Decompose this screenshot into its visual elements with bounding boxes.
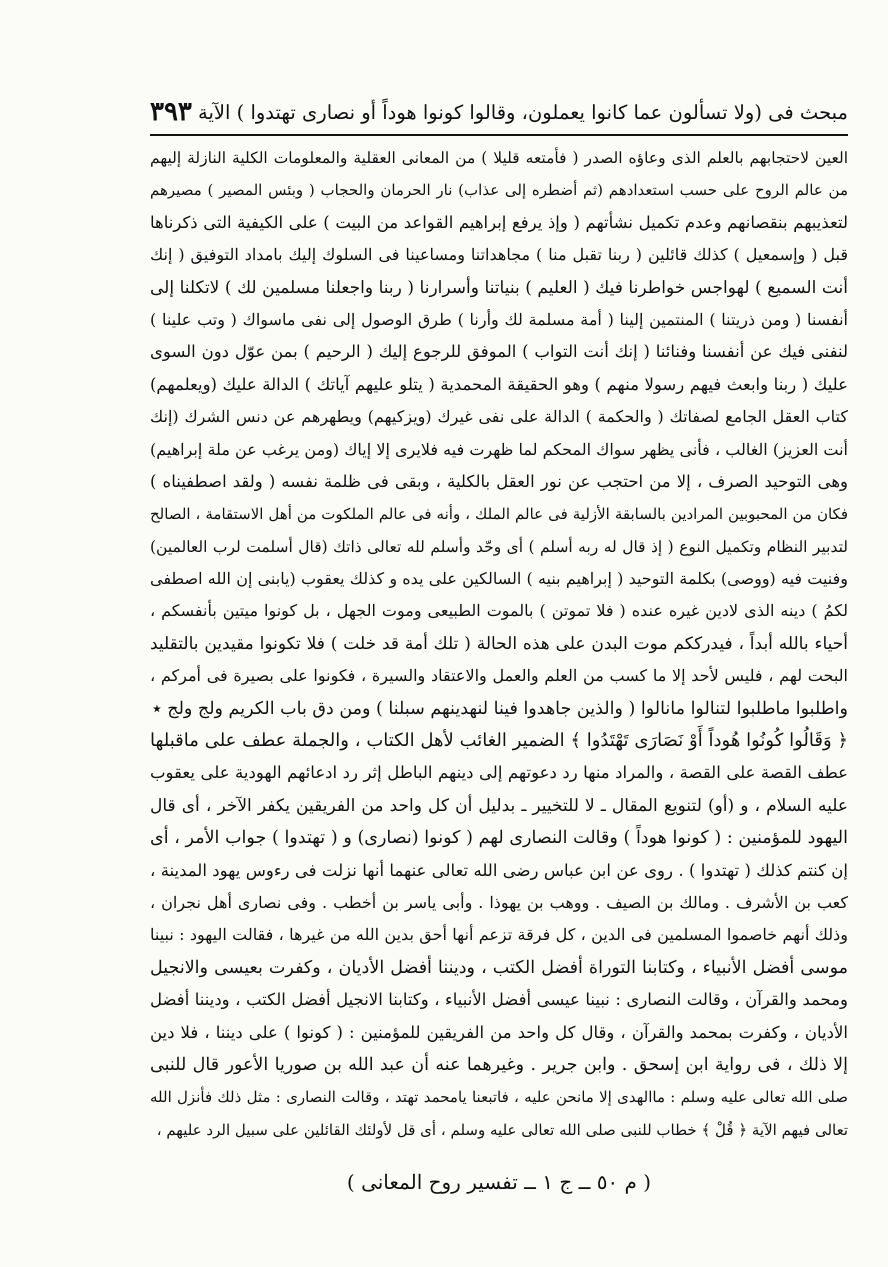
text-line: لنفنى فيك عن أنفسنا وفنائنا ( إنك أنت التواب ) الموفق للرجوع إليك ( الرحيم ) بمن عوّل دون السوى bbox=[150, 342, 848, 362]
text-line: وهى التوحيد الصرف ، إلا من احتجب عن نور العقل بالكلية ، وبقى فى ظلمة نفسه ( ولقد اصطفيناه ) bbox=[150, 471, 848, 491]
text-line: العين لاحتجابهم بالعلم الذى وعاؤه الصدر ( فأمتعه قليلا ) من المعانى العقلية والمعلومات الكلية النازلة إليهم bbox=[150, 149, 848, 167]
text-line: وفنيت فيه (ووصى) بكلمة التوحيد ( إبراهيم بنيه ) السالكين على يده و كذلك يعقوب (يابنى إن الله اصطفى bbox=[150, 569, 848, 589]
header-rule bbox=[150, 134, 848, 136]
text-line: ﴿ وَقَالُوا كُونُوا هُوداً أَوْ نَصَارَى تَهْتَدُوا ﴾ الضمير الغائب لأهل الكتاب ، والجملة عطف على ماقبلها bbox=[150, 730, 848, 752]
text-line: موسى أفضل الأنبياء ، وكتابنا التوراة أفضل الكتب ، وديننا أفضل الأديان ، وكفرت بعيسى والانجيل bbox=[150, 957, 848, 978]
text-line: ومحمد والقرآن ، وقالت النصارى : نبينا عيسى أفضل الأنبياء ، وكتابنا الانجيل أفضل الكتب ، وديننا أفضل bbox=[150, 990, 848, 1010]
text-line: تعالى فيهم الآية ﴿ قُلْ ﴾ خطاب للنبى صلى الله تعالى عليه وسلم ، أى قل لأولئك القائلين على سبيل الرد عليهم ، bbox=[156, 1120, 848, 1139]
text-line: عليه السلام ، و (أو) لتنويع المقال ـ لا للتخيير ـ بدليل أن كل واحد من الفريقين يكفر الآخر ، أى قال bbox=[150, 795, 848, 816]
text-line: واطلبوا ماطلبوا لتنالوا مانالوا ( والذين جاهدوا فينا لنهدينهم سبلنا ) ومن دق باب الكريم ولج ولج ٭ bbox=[152, 698, 848, 719]
text-line: فكان من المحبوبين المرادين بالسابقة الأزلية فى عالم الملك ، وأنه فى عالم الملكوت من أهل الاستقامة ، الصالح bbox=[150, 505, 848, 524]
text-line: عطف القصة على القصة ، والمراد منها رد دعوتهم إلى دينهم الباطل إثر رد ادعائهم الهودية على يعقوب bbox=[150, 763, 848, 783]
text-line: أنت السميع ) لهواجس خواطرنا فيك ( العليم ) بنياتنا وأسرارنا ( ربنا واجعلنا مسلمين لك ) لاتكلنا إلى bbox=[150, 277, 848, 298]
running-title: مبحث فى (ولا تسألون عما كانوا يعملون، وقالوا كونوا هوداً أو نصارى تهتدوا ) الآية bbox=[198, 100, 848, 124]
text-line: قبل ( وإسمعيل ) كذلك قائلين ( ربنا تقبل منا ) مجاهداتنا ومساعينا فى السلوك إليك بامداد التوفيق ( إنك bbox=[150, 245, 848, 265]
text-line: وذلك أنهم خاصموا المسلمين فى الدين ، كل فرقة تزعم أنها أحق بدين الله من غيرها ، فقالت اليهود : نبينا bbox=[150, 925, 848, 945]
page-header bbox=[150, 92, 848, 132]
footer-signature: ( م ٥٠ ــ ج ١ ــ تفسير روح المعانى ) bbox=[346, 1170, 652, 1194]
body-text bbox=[150, 142, 848, 1146]
text-line: لتعذيبهم بنقصانهم وعدم تكميل نشأتهم ( وإذ يرفع إبراهيم القواعد من البيت ) على الكيفية التى ذكرناها bbox=[150, 212, 848, 232]
text-line: أنت العزيز) الغالب ، فأنى يظهر سواك المحكم لما ظهرت فيه فلايرى إلا إياك (ومن يرغب عن ملة إبراهيم) bbox=[150, 439, 848, 459]
text-line: اليهود للمؤمنين : ( كونوا هوداً ) وقالت النصارى لهم ( كونوا (نصارى) و ( تهتدوا ) جواب الأمر ، أى bbox=[150, 828, 848, 849]
text-line: من عالم الروح على حسب استعدادهم (ثم أضطره إلى عذاب) نار الحرمان والحجاب ( وبئس المصير ) مصيرهم bbox=[150, 181, 848, 200]
text-line: كعب بن الأشرف . ومالك بن الصيف . ووهب بن يهوذا . وأبى ياسر بن أخطب . وفى نصارى أهل نجران ، bbox=[150, 892, 848, 912]
text-line: كتاب العقل الجامع لصفاتك ( والحكمة ) الدالة على نفى غيرك (ويزكيهم) ويطهرهم عن دنس الشرك (إنك bbox=[150, 407, 848, 427]
text-line: لكمُ ) دينه الذى لادين غيره عنده ( فلا تموتن ) بالموت الطبيعى وموت الجهل ، بل كونوا ميتين بأنفسكم ، bbox=[150, 601, 848, 621]
text-line: لتدبير النظام وتكميل النوع ( إذ قال له ربه أسلم ) أى وحّد وأسلم لله تعالى ذاتك (قال أسلمت لرب العالمين) bbox=[150, 537, 848, 556]
text-line: عليك ( ربنا وابعث فيهم رسولا منهم ) وهو الحقيقة المحمدية ( يتلو عليهم آياتك ) الدالة عليك (ويعلمهم) bbox=[150, 374, 848, 394]
text-line: البحت لهم ، فليس لأحد إلا ما كسب من العلم والعمل والاعتقاد والسيرة ، فكونوا على بصيرة فى أمركم ، bbox=[150, 666, 848, 686]
text-line: الأديان ، وكفرت بمحمد والقرآن ، وقال كل واحد من الفريقين للمؤمنين : ( كونوا ) على ديننا ، فلا دين bbox=[150, 1022, 848, 1042]
text-line: أحياء بالله أبداً ، فيدرككم موت البدن على هذه الحالة ( تلك أمة قد خلت ) فلا تكونوا مقيدين بالتقليد bbox=[150, 633, 848, 654]
text-line: إلا ذلك ، فى رواية ابن إسحق . وابن جرير . وغيرهما عنه أن عبد الله بن صوريا الأعور قال للنبى bbox=[150, 1054, 848, 1075]
text-line: صلى الله تعالى عليه وسلم : ماالهدى إلا مانحن عليه ، فاتبعنا يامحمد تهتد ، وقالت النصارى : مثل ذلك فأنزل الله bbox=[150, 1088, 848, 1107]
text-line: أنفسنا ( ومن ذريتنا ) المنتمين إلينا ( أمة مسلمة لك وأرنا ) طرق الوصول إلى نفى ماسواك ( وتب علينا ) bbox=[150, 309, 848, 329]
text-line: إن كنتم كذلك ( تهتدوا ) . روى عن ابن عباس رضى الله تعالى عنهما أنها نزلت فى رءوس يهود المدينة ، bbox=[150, 860, 848, 880]
page-number: ٣٩٣ bbox=[150, 97, 192, 127]
